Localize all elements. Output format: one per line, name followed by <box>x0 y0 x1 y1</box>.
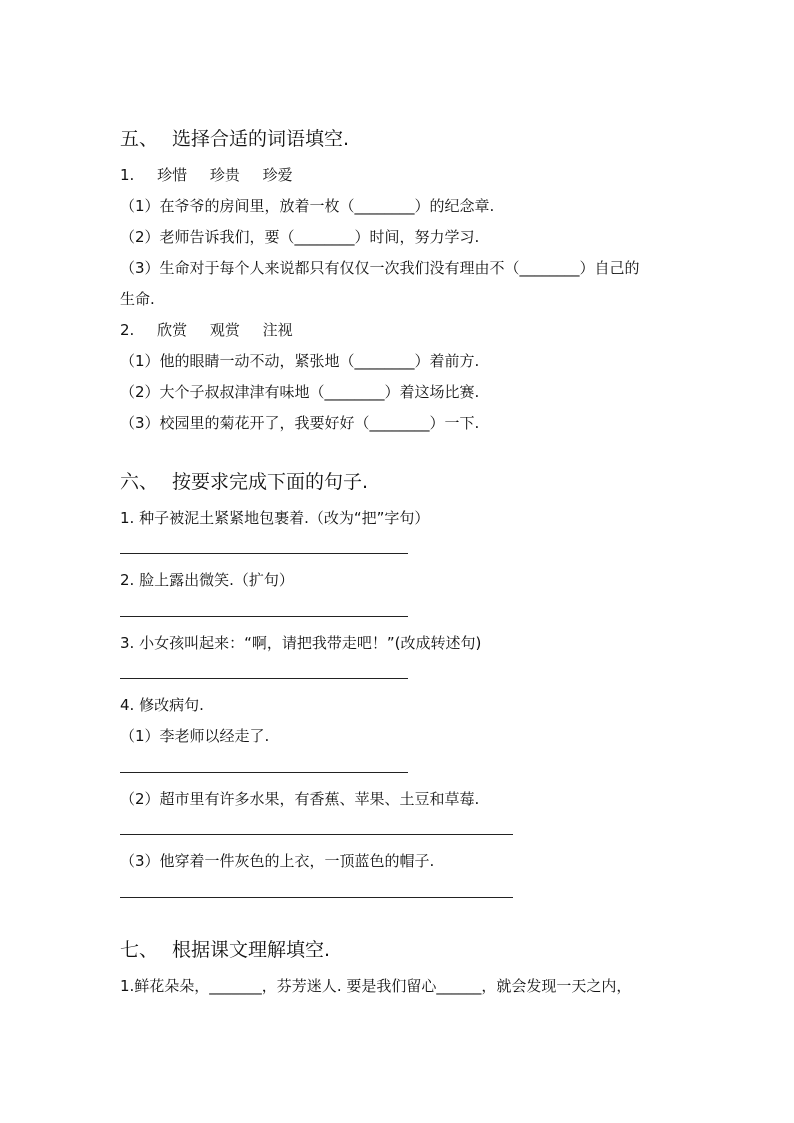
section-6-title: 按要求完成下面的句子. <box>172 471 369 493</box>
section-5-heading <box>120 127 349 151</box>
question-text: 生命. <box>120 290 155 308</box>
answer-line[interactable] <box>120 678 408 679</box>
question-text: 3. 小女孩叫起来：“啊，请把我带走吧！”(改成转述句) <box>120 634 482 652</box>
question-text: （1）他的眼睛一动不动，紧张地（________）着前方. <box>120 352 480 370</box>
question-text: （3）生命对于每个人来说都只有仅仅一次我们没有理由不（________）自己的 <box>120 259 640 277</box>
question-text: 1.鲜花朵朵，_______，芬芳迷人. 要是我们留心______，就会发现一天之内， <box>120 977 632 995</box>
answer-line[interactable] <box>120 772 408 773</box>
section-7-title: 根据课文理解填空. <box>172 939 331 961</box>
question-text: （2）超市里有许多水果，有香蕉、苹果、土豆和草莓. <box>120 790 480 808</box>
question-text: （2）大个子叔叔津津有味地（________）着这场比赛. <box>120 383 480 401</box>
question-text: （3）他穿着一件灰色的上衣，一顶蓝色的帽子. <box>120 852 435 870</box>
section-6-number: 六、 <box>120 471 159 493</box>
word-group-1: 1. 珍惜 珍贵 珍爱 <box>120 166 293 184</box>
question-text: （1）李老师以经走了. <box>120 727 270 745</box>
section-5-title: 选择合适的词语填空. <box>172 128 350 150</box>
answer-line[interactable] <box>120 616 408 617</box>
question-text: （3）校园里的菊花开了，我要好好（________）一下. <box>120 414 480 432</box>
section-7-heading <box>120 938 330 962</box>
answer-line[interactable] <box>120 897 513 898</box>
question-text: 1. 种子被泥土紧紧地包裹着.（改为“把”字句） <box>120 509 430 527</box>
section-7-number: 七、 <box>120 939 159 961</box>
answer-line[interactable] <box>120 553 408 554</box>
section-5-number: 五、 <box>120 128 159 150</box>
question-text: （1）在爷爷的房间里，放着一枚（________）的纪念章. <box>120 197 495 215</box>
question-text: 2. 脸上露出微笑.（扩句） <box>120 571 294 589</box>
answer-line[interactable] <box>120 834 513 835</box>
word-group-2: 2. 欣赏 观赏 注视 <box>120 321 293 339</box>
question-text: （2）老师告诉我们，要（________）时间，努力学习. <box>120 228 480 246</box>
question-text: 4. 修改病句. <box>120 696 204 714</box>
section-6-heading <box>120 470 368 494</box>
